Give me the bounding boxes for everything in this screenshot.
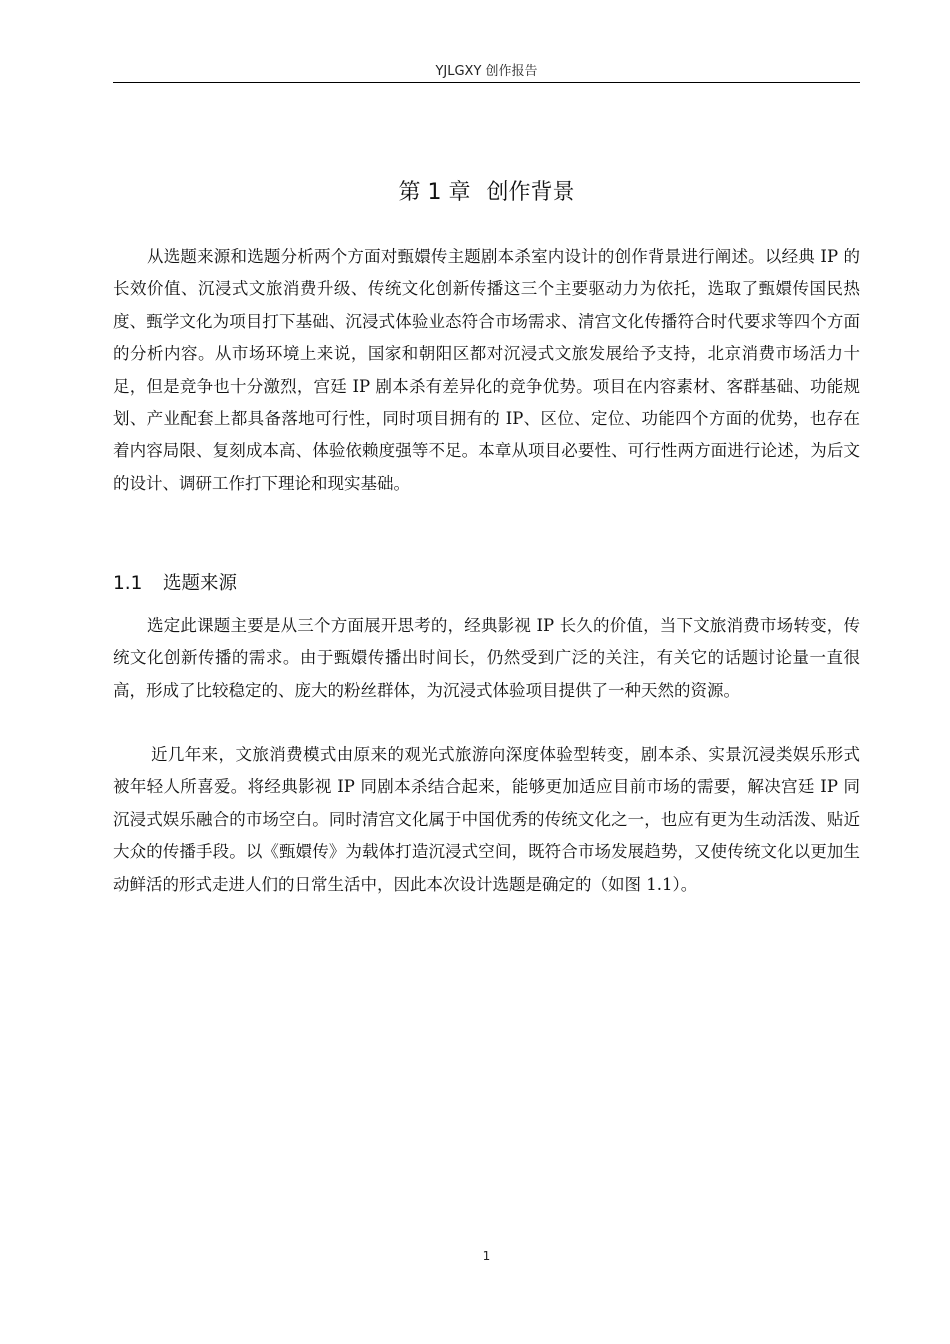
chapter-title (113, 176, 860, 210)
chapter-number: 第 1 章 (398, 180, 471, 205)
intro-paragraph: 从选题来源和选题分析两个方面对甄嬛传主题剧本杀室内设计的创作背景进行阐述。以经典 IP 的长效价值、沉浸式文旅消费升级、传统文化创新传播这三个主要驱动力为依托，选取了甄嬛传国民热度、甄学文化为项目打下基础、沉浸式体验业态符合市场需求、清宫文化传播符合时代要求等四个方面的分析内容。从市场环境上来说，国家和朝阳区都对沉浸式文旅发展给予支持，北京消费市场活力十足，但是竞争也十分激烈，宫廷 IP 剧本杀有差异化的竞争优势。项目在内容素材、客群基础、功能规划、产业配套上都具备落地可行性，同时项目拥有的 IP、区位、定位、功能四个方面的优势，也存在着内容局限、复刻成本高、体验依赖度强等不足。本章从项目必要性、可行性两方面进行论述，为后文的设计、调研工作打下理论和现实基础。 (113, 247, 860, 493)
section-paragraph-1: 选定此课题主要是从三个方面展开思考的，经典影视 IP 长久的价值，当下文旅消费市场转变，传统文化创新传播的需求。由于甄嬛传播出时间长，仍然受到广泛的关注，有关它的话题讨论量一直很高，形成了比较稳定的、庞大的粉丝群体，为沉浸式体验项目提供了一种天然的资源。 (113, 616, 860, 700)
header-divider (113, 82, 860, 83)
section-number: 1.1 (113, 573, 143, 594)
section-title-text: 选题来源 (163, 573, 238, 594)
section-heading (113, 568, 237, 600)
running-header: YJLGXY 创作报告 (435, 64, 538, 79)
chapter-title-text: 创作背景 (486, 180, 575, 205)
page-number: 1 (482, 1249, 491, 1263)
section-paragraph-2: 近几年来，文旅消费模式由原来的观光式旅游向深度体验型转变，剧本杀、实景沉浸类娱乐形式被年轻人所喜爱。将经典影视 IP 同剧本杀结合起来，能够更加适应目前市场的需要，解决宫廷 IP 同沉浸式娱乐融合的市场空白。同时清宫文化属于中国优秀的传统文化之一，也应有更为生动活泼、贴近大众的传播手段。以《甄嬛传》为载体打造沉浸式空间，既符合市场发展趋势，又使传统文化以更加生动鲜活的形式走进人们的日常生活中，因此本次设计选题是确定的（如图 1.1）。 (113, 745, 860, 894)
